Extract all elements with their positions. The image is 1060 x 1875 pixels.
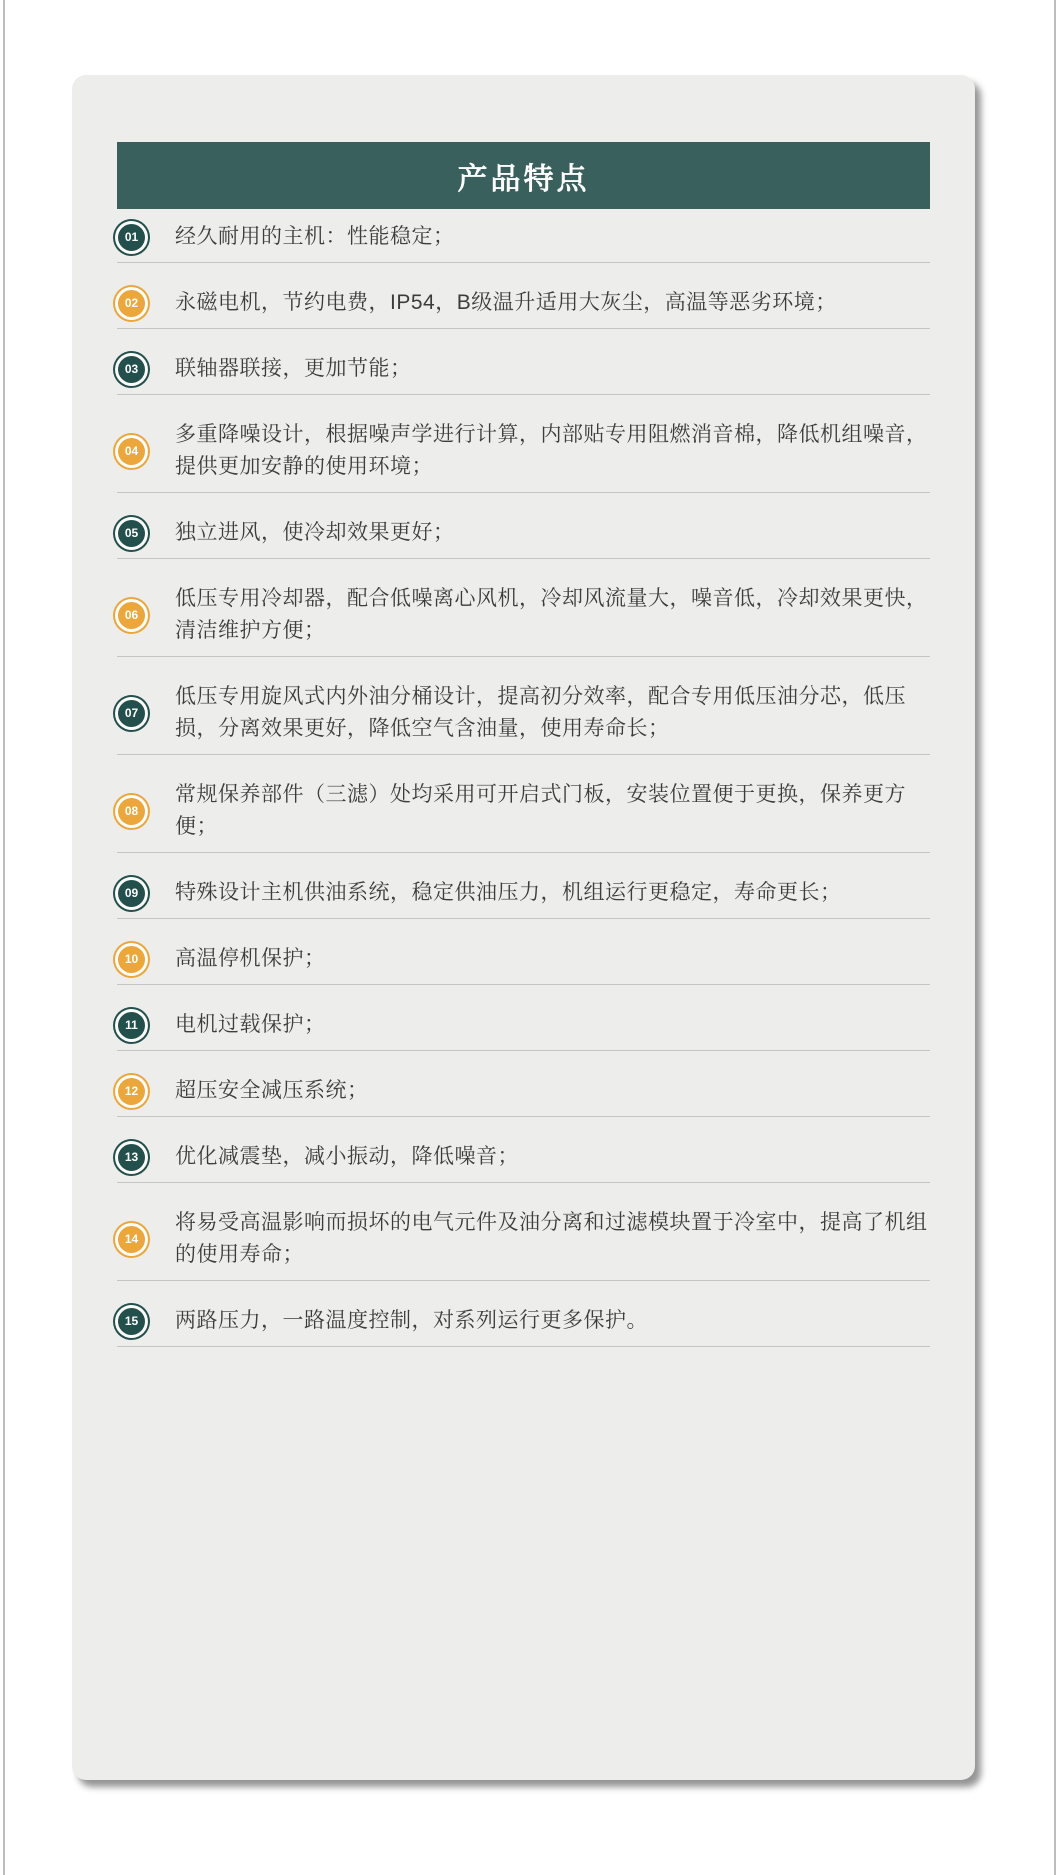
feature-item	[117, 755, 930, 853]
feature-number-badge: 15	[118, 1308, 145, 1335]
page-right-border	[1054, 0, 1056, 1875]
feature-item	[117, 559, 930, 657]
feature-item	[117, 329, 930, 395]
feature-number-badge: 09	[118, 880, 145, 907]
feature-item	[117, 985, 930, 1051]
feature-item	[117, 1183, 930, 1281]
feature-item	[117, 263, 930, 329]
feature-number-badge: 03	[118, 356, 145, 383]
product-features-card	[72, 75, 975, 1780]
feature-item	[117, 395, 930, 493]
feature-number-badge: 02	[118, 290, 145, 317]
feature-number-badge: 04	[118, 438, 145, 465]
feature-text: 永磁电机，节约电费，IP54，B级温升适用大灰尘，高温等恶劣环境；	[175, 291, 837, 314]
feature-number-badge: 08	[118, 798, 145, 825]
feature-number-badge: 01	[118, 224, 145, 251]
feature-item	[117, 209, 930, 263]
feature-text: 高温停机保护；	[175, 947, 326, 970]
feature-item	[117, 853, 930, 919]
feature-text: 独立进风，使冷却效果更好；	[175, 521, 455, 544]
feature-text: 低压专用冷却器，配合低噪离心风机，冷却风流量大，噪音低，冷却效果更快，清洁维护方便；	[175, 587, 928, 642]
feature-number-badge: 11	[118, 1012, 145, 1039]
features-list	[117, 209, 930, 1347]
feature-text: 低压专用旋风式内外油分桶设计，提高初分效率，配合专用低压油分芯，低压损，分离效果更好，降低空气含油量，使用寿命长；	[175, 685, 906, 740]
section-title: 产品特点	[457, 162, 590, 196]
feature-number-badge: 05	[118, 520, 145, 547]
feature-text: 两路压力，一路温度控制，对系列运行更多保护。	[175, 1309, 648, 1332]
feature-item	[117, 657, 930, 755]
feature-text: 多重降噪设计，根据噪声学进行计算，内部贴专用阻燃消音棉，降低机组噪音，提供更加安静的使用环境；	[175, 423, 928, 478]
feature-number-badge: 10	[118, 946, 145, 973]
feature-text: 特殊设计主机供油系统，稳定供油压力，机组运行更稳定，寿命更长；	[175, 881, 842, 904]
feature-item	[117, 493, 930, 559]
feature-text: 联轴器联接，更加节能；	[175, 357, 412, 380]
feature-text: 电机过载保护；	[175, 1013, 326, 1036]
feature-number-badge: 14	[118, 1226, 145, 1253]
feature-text: 将易受高温影响而损坏的电气元件及油分离和过滤模块置于冷室中，提高了机组的使用寿命；	[175, 1211, 928, 1266]
feature-item	[117, 1051, 930, 1117]
feature-item	[117, 919, 930, 985]
feature-number-badge: 06	[118, 602, 145, 629]
feature-text: 优化减震垫，减小振动，降低噪音；	[175, 1145, 519, 1168]
feature-number-badge: 13	[118, 1144, 145, 1171]
feature-item	[117, 1281, 930, 1347]
feature-text: 常规保养部件（三滤）处均采用可开启式门板，安装位置便于更换，保养更方便；	[175, 783, 906, 838]
page-left-border	[3, 0, 5, 1875]
feature-text: 超压安全减压系统；	[175, 1079, 369, 1102]
feature-number-badge: 07	[118, 700, 145, 727]
feature-text: 经久耐用的主机：性能稳定；	[175, 225, 455, 248]
section-header	[117, 142, 930, 209]
feature-number-badge: 12	[118, 1078, 145, 1105]
feature-item	[117, 1117, 930, 1183]
